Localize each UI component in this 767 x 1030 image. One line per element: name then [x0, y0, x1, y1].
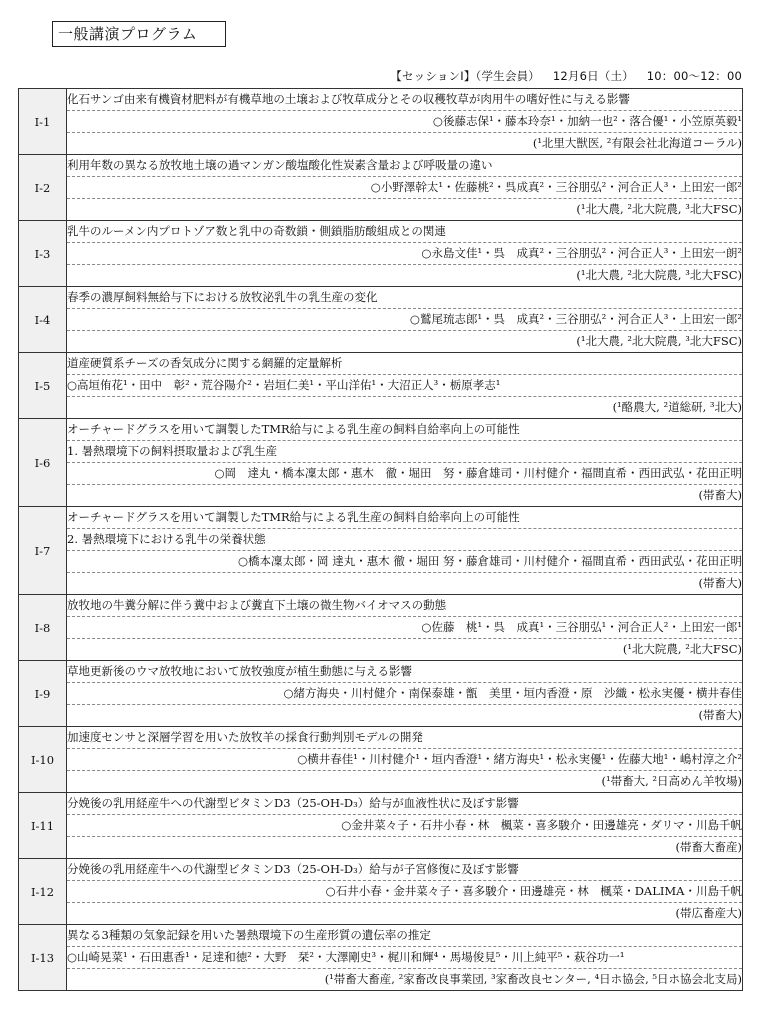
talk-affiliation: (¹北里大獣医, ²有限会社北海道コーラル)	[532, 136, 742, 150]
talk-row	[19, 727, 743, 793]
talk-number: Ⅰ-11	[19, 793, 67, 859]
talk-title: 利用年数の異なる放牧地土壌の過マンガン酸塩酸化性炭素含量および呼吸量の違い	[67, 155, 742, 177]
talk-row	[19, 155, 743, 221]
talk-authors: ○鷲尾琉志郎¹・呉 成真²・三谷朋弘²・河合正人³・上田宏一郎²	[67, 309, 742, 331]
talk-details	[67, 859, 743, 925]
talk-affiliation: (¹北大院農, ²北大FSC)	[622, 642, 742, 656]
talk-authors: ○石井小春・金井菜々子・喜多駿介・田邊雄亮・林 楓菜・DALIMA・川島千帆	[67, 881, 742, 903]
talk-row	[19, 507, 743, 595]
talk-number: Ⅰ-7	[19, 507, 67, 595]
talk-affiliation: (¹酪農大, ²道総研, ³北大)	[612, 400, 742, 414]
talk-number: Ⅰ-9	[19, 661, 67, 727]
talk-details	[67, 925, 743, 991]
talk-number: Ⅰ-3	[19, 221, 67, 287]
talk-title: 分娩後の乳用経産牛への代謝型ビタミンD3（25-OH-D₃）給与が子宮修復に及ぼす影響	[67, 859, 742, 881]
talk-affiliation: (帯広畜産大)	[675, 906, 742, 920]
talk-details	[67, 89, 743, 155]
talk-title: 加速度センサと深層学習を用いた放牧羊の採食行動判別モデルの開発	[67, 727, 742, 749]
talk-title: 草地更新後のウマ放牧地において放牧強度が植生動態に与える影響	[67, 661, 742, 683]
program-table	[18, 88, 743, 991]
talk-authors: ○横井春佳¹・川村健介¹・垣内香澄¹・緒方海央¹・松永実優¹・佐藤大地¹・嶋村淳之介²	[67, 749, 742, 771]
talk-details	[67, 419, 743, 507]
talk-row	[19, 221, 743, 287]
talk-affiliation: (帯畜大)	[698, 488, 742, 502]
session-header	[381, 67, 742, 85]
talk-affiliation: (¹帯畜大, ²日高めん羊牧場)	[601, 774, 742, 788]
talk-number: Ⅰ-13	[19, 925, 67, 991]
talk-authors: ○金井菜々子・石井小春・林 楓菜・喜多駿介・田邊雄亮・ダリマ・川島千帆	[67, 815, 742, 837]
session-time: 10：00〜12：00	[646, 69, 742, 83]
talk-details	[67, 155, 743, 221]
talk-authors: ○橋本凜太郎・岡 達丸・惠木 徹・堀田 努・藤倉雄司・川村健介・福間直希・西田武弘・花田正明	[67, 551, 742, 573]
talk-row	[19, 595, 743, 661]
talk-title: 乳牛のルーメン内プロトゾア数と乳中の奇数鎖・側鎖脂肪酸組成との関連	[67, 221, 742, 243]
talk-affiliation: (帯畜大)	[698, 576, 742, 590]
talk-details	[67, 353, 743, 419]
program-heading: 一般講演プログラム	[52, 21, 226, 47]
talk-details	[67, 507, 743, 595]
talk-title: 放牧地の牛糞分解に伴う糞中および糞直下土壌の微生物バイオマスの動態	[67, 595, 742, 617]
talk-row	[19, 661, 743, 727]
talk-number: Ⅰ-8	[19, 595, 67, 661]
talk-details	[67, 661, 743, 727]
talk-title: 春季の濃厚飼料無給与下における放牧泌乳牛の乳生産の変化	[67, 287, 742, 309]
talk-number: Ⅰ-10	[19, 727, 67, 793]
talk-title: 分娩後の乳用経産牛への代謝型ビタミンD3（25-OH-D₃）給与が血液性状に及ぼす影響	[67, 793, 742, 815]
talk-title: 異なる3種類の気象記録を用いた暑熱環境下の生産形質の遺伝率の推定	[67, 925, 742, 947]
talk-row	[19, 419, 743, 507]
talk-authors: ○佐藤 桃¹・呉 成真¹・三谷朋弘¹・河合正人²・上田宏一郎¹	[67, 617, 742, 639]
talk-row	[19, 859, 743, 925]
talk-details	[67, 221, 743, 287]
talk-number: Ⅰ-2	[19, 155, 67, 221]
talk-number: Ⅰ-4	[19, 287, 67, 353]
talk-title: 1. 暑熱環境下の飼料摂取量および乳生産	[67, 441, 742, 463]
talk-authors: ○山崎晃菜¹・石田惠香¹・足達和徳²・大野 栞²・大澤剛史³・梶川和輝⁴・馬場俊見⁵・川上純平⁵・萩谷功一¹	[67, 947, 742, 969]
talk-title: 2. 暑熱環境下における乳牛の栄養状態	[67, 529, 742, 551]
talk-row	[19, 793, 743, 859]
talk-authors: ○岡 達丸・橋本凜太郎・惠木 徹・堀田 努・藤倉雄司・川村健介・福間直希・西田武弘・花田正明	[67, 463, 742, 485]
talk-affiliation: (¹北大農, ²北大院農, ³北大FSC)	[576, 202, 742, 216]
session-name: 【セッションⅠ】（学生会員）	[390, 69, 540, 83]
talk-number: Ⅰ-1	[19, 89, 67, 155]
talk-row	[19, 287, 743, 353]
talk-authors: ○小野澤幹太¹・佐藤桃²・呉成真²・三谷朋弘²・河合正人³・上田宏一郎²	[67, 177, 742, 199]
talk-authors: ○高垣侑花¹・田中 彰²・荒谷陽介²・岩垣仁美¹・平山洋佑¹・大沼正人³・栃原孝志¹	[67, 375, 742, 397]
program-table-body	[19, 89, 743, 991]
talk-affiliation: (¹北大農, ²北大院農, ³北大FSC)	[576, 334, 742, 348]
talk-row	[19, 353, 743, 419]
talk-row	[19, 89, 743, 155]
talk-title: 化石サンゴ由来有機資材肥料が有機草地の土壌および牧草成分とその収穫牧草が肉用牛の嗜好性に与える影響	[67, 89, 742, 111]
talk-row	[19, 925, 743, 991]
talk-details	[67, 727, 743, 793]
session-date: 12月6日（土）	[552, 69, 634, 83]
talk-title: オーチャードグラスを用いて調製したTMR給与による乳生産の飼料自給率向上の可能性	[67, 419, 742, 441]
talk-title: オーチャードグラスを用いて調製したTMR給与による乳生産の飼料自給率向上の可能性	[67, 507, 742, 529]
talk-affiliation: (¹帯畜大畜産, ²家畜改良事業団, ³家畜改良センター, ⁴日ホ協会, ⁵日ホ協会北支局)	[324, 972, 742, 986]
talk-details	[67, 793, 743, 859]
talk-authors: ○緒方海央・川村健介・南保泰雄・甑 美里・垣内香澄・原 沙織・松永実優・横井春佳	[67, 683, 742, 705]
talk-title: 道産硬質系チーズの香気成分に関する網羅的定量解析	[67, 353, 742, 375]
talk-number: Ⅰ-6	[19, 419, 67, 507]
talk-details	[67, 287, 743, 353]
talk-affiliation: (¹北大農, ²北大院農, ³北大FSC)	[576, 268, 742, 282]
talk-number: Ⅰ-12	[19, 859, 67, 925]
talk-number: Ⅰ-5	[19, 353, 67, 419]
talk-details	[67, 595, 743, 661]
talk-affiliation: (帯畜大畜産)	[675, 840, 742, 854]
talk-authors: ○後藤志保¹・藤本玲奈¹・加納一也²・落合優¹・小笠原英毅¹	[67, 111, 742, 133]
talk-affiliation: (帯畜大)	[698, 708, 742, 722]
talk-authors: ○永島文佳¹・呉 成真²・三谷朋弘²・河合正人³・上田宏一朗²	[67, 243, 742, 265]
